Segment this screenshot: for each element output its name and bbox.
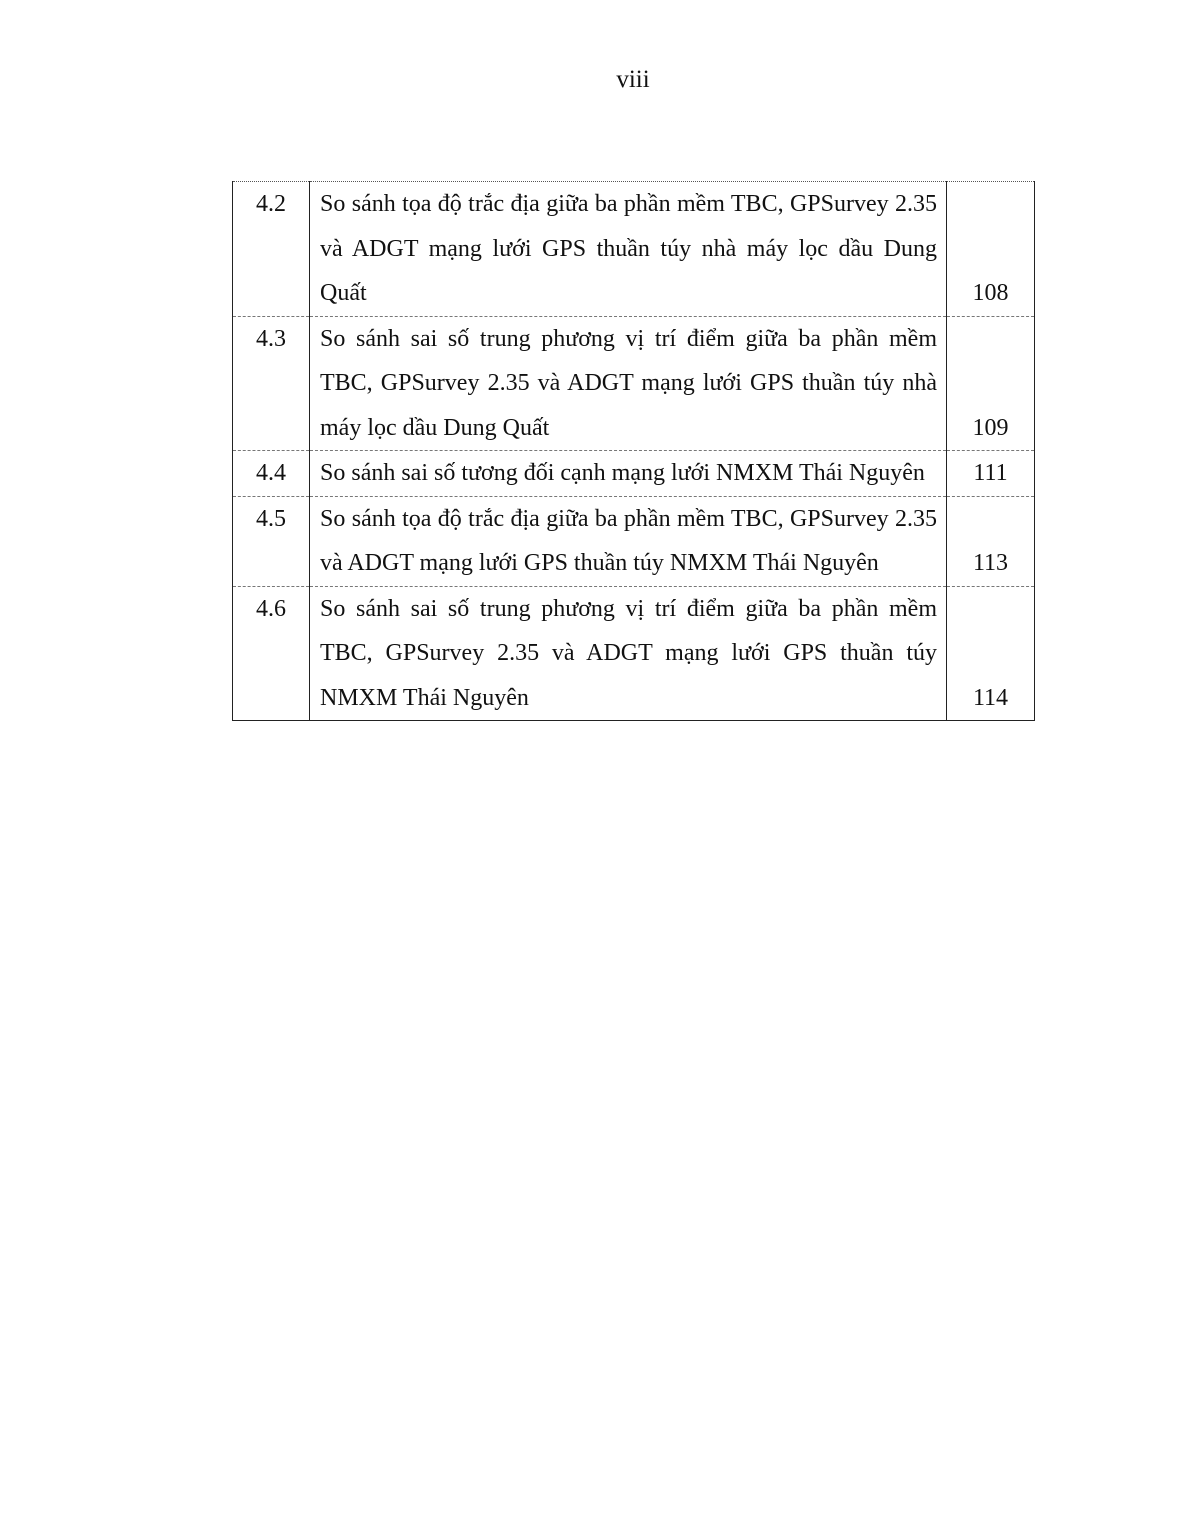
entry-number: 4.6 bbox=[233, 586, 310, 721]
entry-page: 111 bbox=[947, 451, 1035, 497]
entry-page: 114 bbox=[947, 586, 1035, 721]
table-row bbox=[233, 451, 1035, 497]
table-row bbox=[233, 316, 1035, 451]
entry-title: So sánh sai số trung phương vị trí điểm giữa ba phần mềm TBC, GPSurvey 2.35 và ADGT mạng lưới GPS thuần túy nhà máy lọc dầu Dung Quất bbox=[310, 316, 947, 451]
page-number: viii bbox=[616, 66, 650, 93]
entry-number: 4.3 bbox=[233, 316, 310, 451]
entry-number: 4.2 bbox=[233, 182, 310, 317]
entry-title: So sánh sai số trung phương vị trí điểm giữa ba phần mềm TBC, GPSurvey 2.35 và ADGT mạng lưới GPS thuần túy NMXM Thái Nguyên bbox=[310, 586, 947, 721]
entry-title: So sánh tọa độ trắc địa giữa ba phần mềm TBC, GPSurvey 2.35 và ADGT mạng lưới GPS thuần túy nhà máy lọc dầu Dung Quất bbox=[310, 182, 947, 317]
entry-page: 108 bbox=[947, 182, 1035, 317]
entry-title: So sánh tọa độ trắc địa giữa ba phần mềm TBC, GPSurvey 2.35 và ADGT mạng lưới GPS thuần túy NMXM Thái Nguyên bbox=[310, 496, 947, 586]
table-of-figures bbox=[232, 181, 1035, 721]
entry-page: 109 bbox=[947, 316, 1035, 451]
entry-title: So sánh sai số tương đối cạnh mạng lưới NMXM Thái Nguyên bbox=[310, 451, 947, 497]
entry-number: 4.4 bbox=[233, 451, 310, 497]
table-row bbox=[233, 182, 1035, 317]
entry-page: 113 bbox=[947, 496, 1035, 586]
entry-number: 4.5 bbox=[233, 496, 310, 586]
table-row bbox=[233, 496, 1035, 586]
table-row bbox=[233, 586, 1035, 721]
